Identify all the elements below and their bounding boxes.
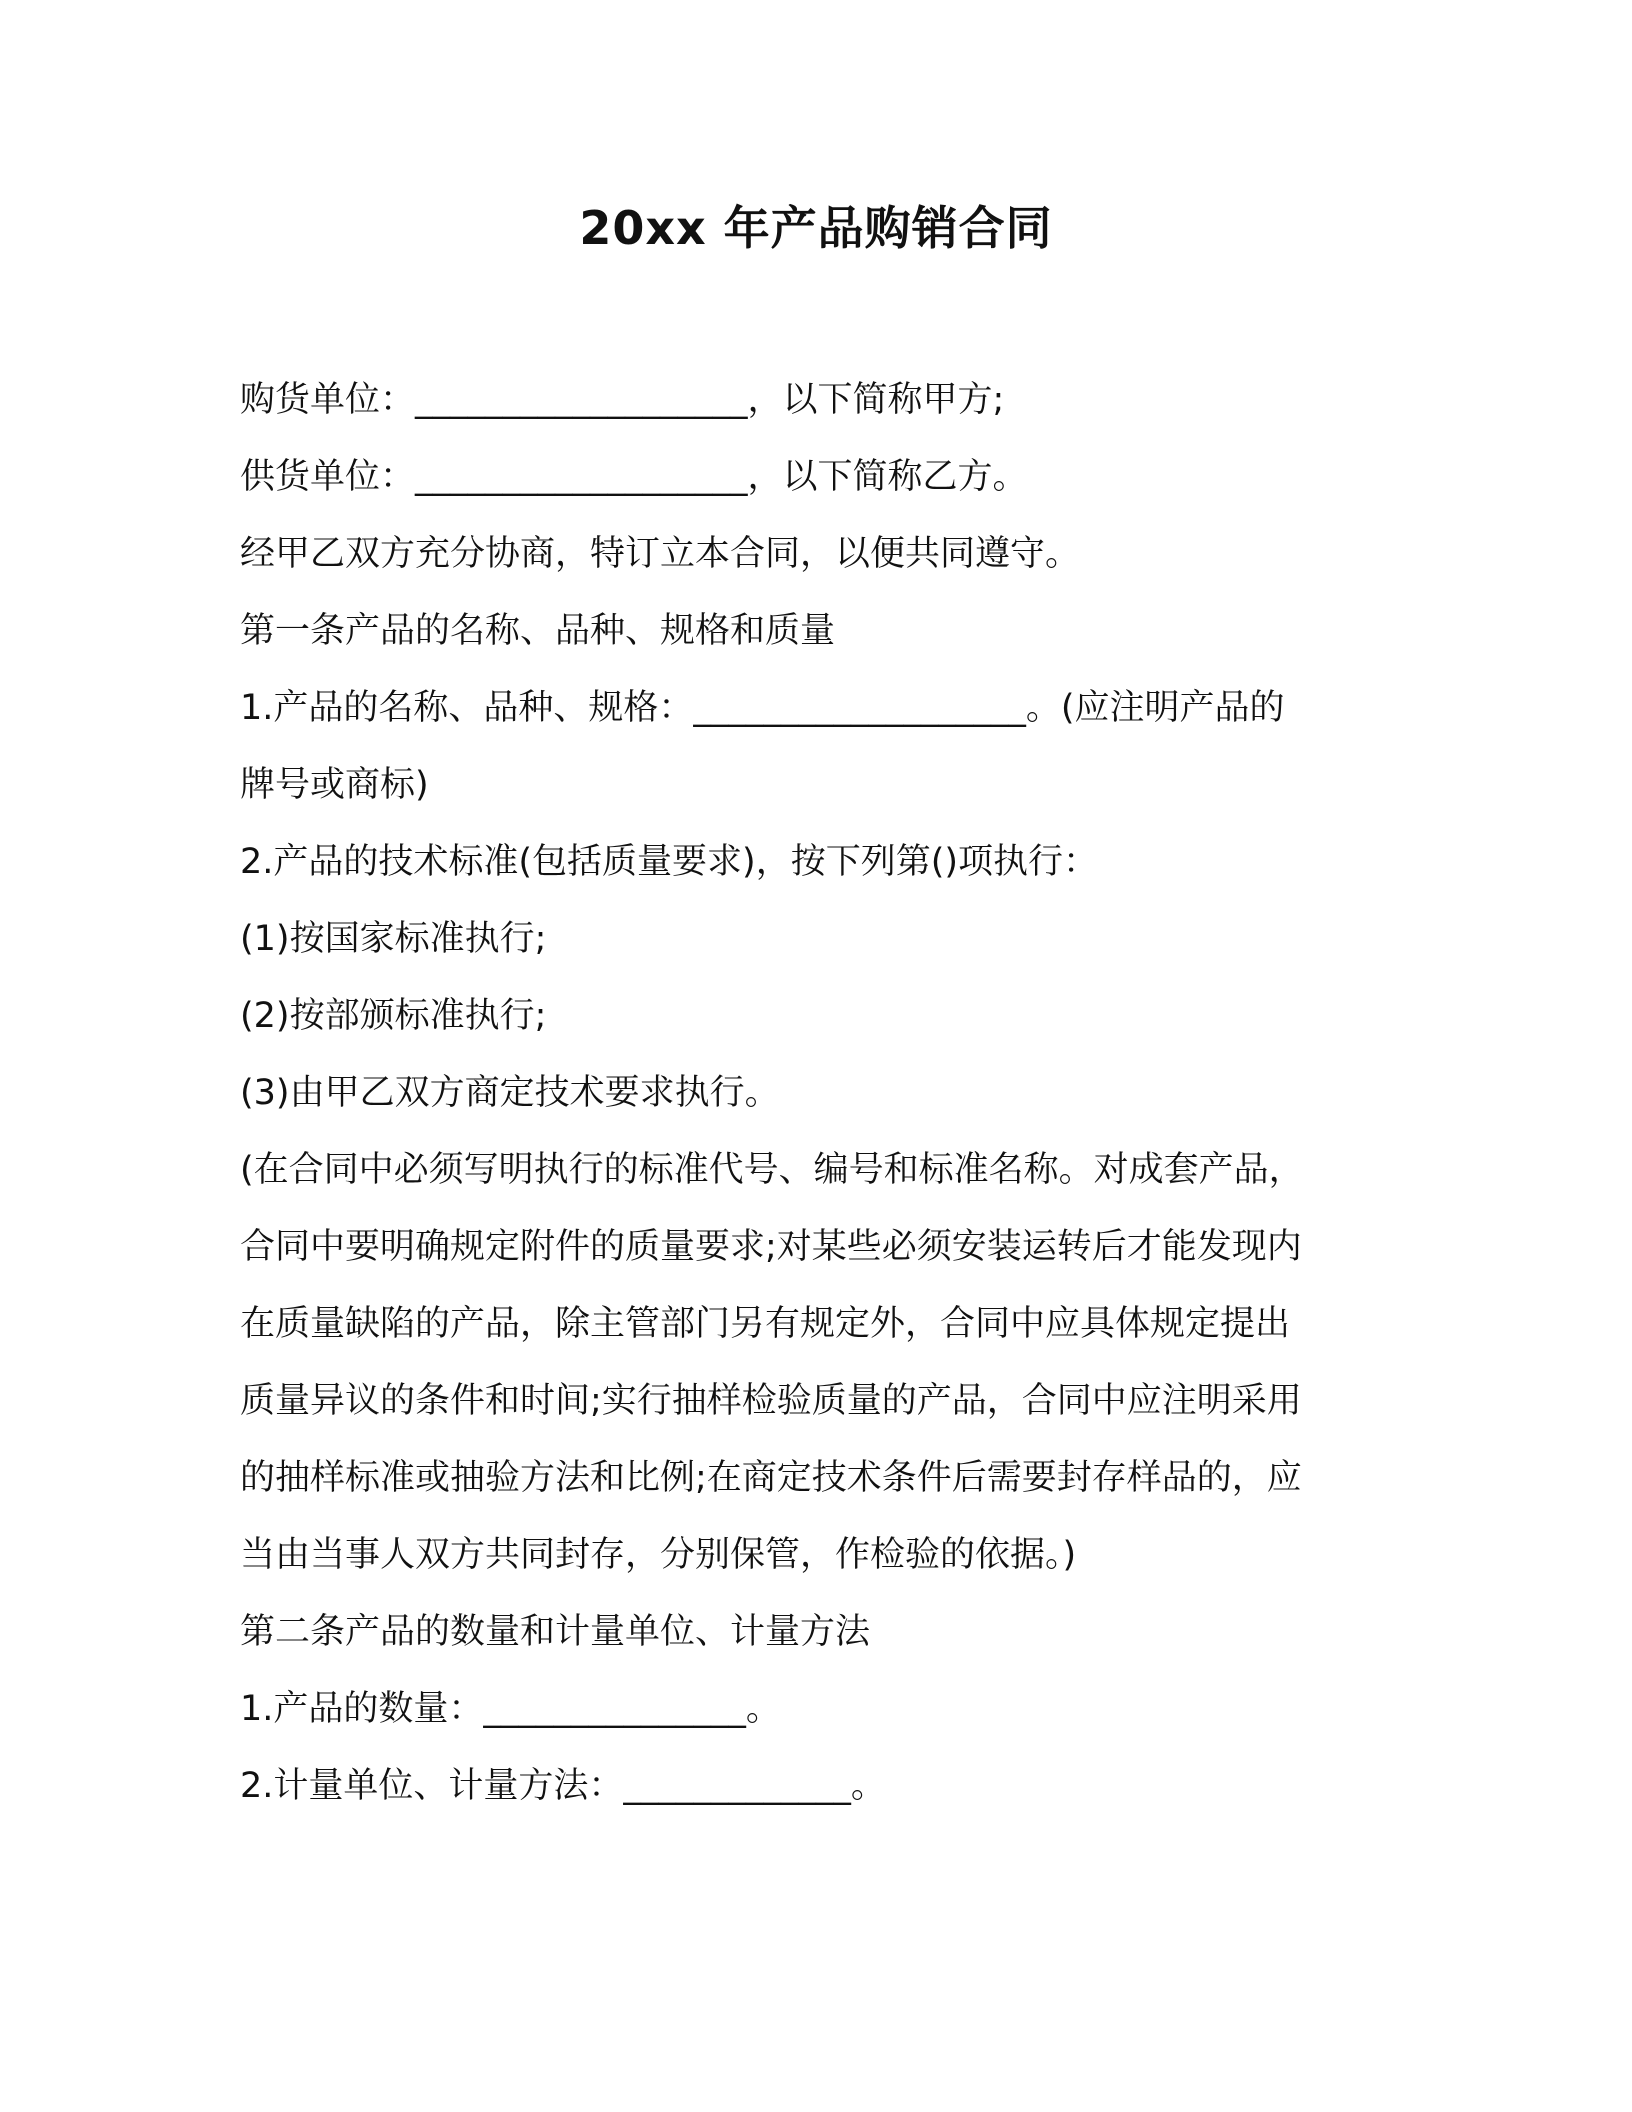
article-2-heading: 第二条产品的数量和计量单位、计量方法 — [240, 1612, 871, 1652]
document-title: 20xx 年产品购销合同 — [579, 201, 1053, 255]
note-line-3: 在质量缺陷的产品，除主管部门另有规定外，合同中应具体规定提出 — [240, 1304, 1291, 1344]
buyer-line: 购货单位：___________________，以下简称甲方; — [240, 380, 1005, 420]
article-1-item-2: 2.产品的技术标准(包括质量要求)，按下列第()项执行： — [240, 842, 1099, 882]
document-body — [240, 362, 1380, 1825]
article-2-item-2: 2.计量单位、计量方法：_____________。 — [240, 1766, 886, 1806]
article-1-item-1-cont: 牌号或商标) — [240, 765, 429, 805]
supplier-line: 供货单位：___________________，以下简称乙方。 — [240, 457, 1028, 497]
note-line-2: 合同中要明确规定附件的质量要求;对某些必须安装运转后才能发现内 — [240, 1227, 1302, 1267]
note-line-6: 当由当事人双方共同封存，分别保管，作检验的依据。) — [240, 1535, 1077, 1575]
note-line-1: (在合同中必须写明执行的标准代号、编号和标准名称。对成套产品， — [240, 1150, 1304, 1190]
note-line-4: 质量异议的条件和时间;实行抽样检验质量的产品，合同中应注明采用 — [240, 1381, 1302, 1421]
article-2-item-1: 1.产品的数量：_______________。 — [240, 1689, 781, 1729]
agreement-statement: 经甲乙双方充分协商，特订立本合同，以便共同遵守。 — [240, 534, 1081, 574]
article-1-heading: 第一条产品的名称、品种、规格和质量 — [240, 611, 836, 651]
article-1-item-1: 1.产品的名称、品种、规格：___________________。(应注明产品的 — [240, 688, 1285, 728]
option-2: (2)按部颁标准执行; — [240, 996, 547, 1036]
note-line-5: 的抽样标准或抽验方法和比例;在商定技术条件后需要封存样品的，应 — [240, 1458, 1302, 1498]
option-1: (1)按国家标准执行; — [240, 919, 547, 959]
option-3: (3)由甲乙双方商定技术要求执行。 — [240, 1073, 780, 1113]
